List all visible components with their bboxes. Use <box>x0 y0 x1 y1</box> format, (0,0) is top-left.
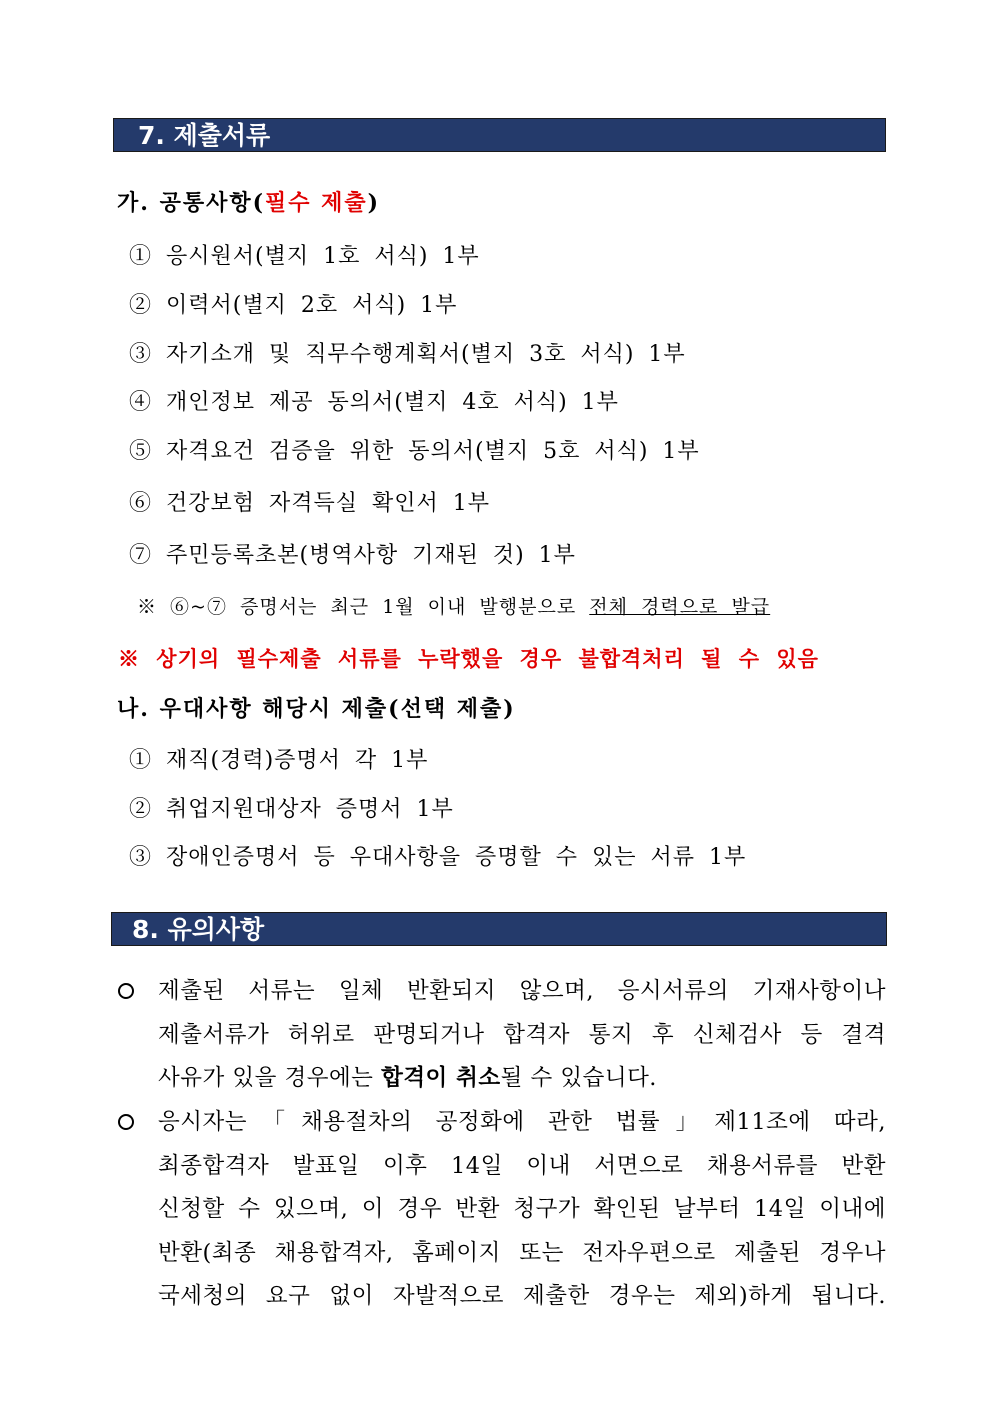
notice-2-line-5: 국세청의 요구 없이 자발적으로 제출한 경우는 제외)하게 됩니다. <box>158 1283 886 1309</box>
group-b-item-2: ② 취업지원대상자 증명서 1부 <box>129 797 454 822</box>
group-a-title <box>117 186 380 217</box>
group-b-title: 나. 우대사항 해당시 제출(선택 제출) <box>117 696 516 722</box>
section-7-title: 7. 제출서류 <box>138 121 271 150</box>
notice-1 <box>158 970 886 1101</box>
group-a-item-7: ⑦ 주민등록초본(병역사항 기재된 것) 1부 <box>129 543 576 568</box>
section-7-header <box>113 118 886 152</box>
notice-2 <box>158 1101 886 1319</box>
section-8-header <box>111 912 887 946</box>
group-b-item-3: ③ 장애인증명서 등 우대사항을 증명할 수 있는 서류 1부 <box>129 845 747 870</box>
group-a-item-6: ⑥ 건강보험 자격득실 확인서 1부 <box>129 491 490 516</box>
notice-2-bullet-icon <box>118 1114 134 1130</box>
group-a-prefix: 가. 공통사항( <box>117 190 265 216</box>
notice-1-line-2: 제출서류가 허위로 판명되거나 합격자 통지 후 신체검사 등 결격 <box>158 1021 886 1048</box>
group-a-suffix: ) <box>367 190 381 216</box>
notice-2-line-3: 신청할 수 있으며, 이 경우 반환 청구가 확인된 날부터 14일 이내에 <box>158 1196 886 1222</box>
notice-1-line-3-text: 사유가 있을 경우에는 <box>158 1065 382 1091</box>
group-a-note <box>137 592 770 619</box>
group-a-item-5: ⑤ 자격요건 검증을 위한 동의서(별지 5호 서식) 1부 <box>129 439 700 464</box>
notice-2-line-4: 반환(최종 채용합격자, 홈페이지 또는 전자우편으로 제출된 경우나 <box>158 1239 886 1266</box>
notice-1-cancel-emphasis: 합격이 취소 <box>381 1065 501 1091</box>
group-a-note-text: ※ ⑥~⑦ 증명서는 최근 1월 이내 발행분으로 <box>137 596 590 618</box>
group-a-item-1: ① 응시원서(별지 1호 서식) 1부 <box>129 244 480 269</box>
notice-1-line-3 <box>158 1057 886 1101</box>
notice-1-line-1: 제출된 서류는 일체 반환되지 않으며, 응시서류의 기재사항이나 <box>158 978 886 1004</box>
notice-1-line-3-end: 될 수 있습니다. <box>500 1065 657 1091</box>
notice-1-bullet-icon <box>118 983 134 999</box>
section-8-title: 8. 유의사항 <box>132 915 265 944</box>
notice-2-line-2: 최종합격자 발표일 이후 14일 이내 서면으로 채용서류를 반환 <box>158 1152 886 1179</box>
group-a-item-4: ④ 개인정보 제공 동의서(별지 4호 서식) 1부 <box>129 390 619 415</box>
group-b-item-1: ① 재직(경력)증명서 각 1부 <box>129 748 429 773</box>
group-a-note-underlined: 전체 경력으로 발급 <box>589 596 771 618</box>
group-a-required-label: 필수 제출 <box>265 190 368 216</box>
group-a-item-2: ② 이력서(별지 2호 서식) 1부 <box>129 293 458 318</box>
notice-2-line-1: 응시자는「채용절차의 공정화에 관한 법률」제11조에 따라, <box>158 1109 886 1135</box>
group-a-item-3: ③ 자기소개 및 직무수행계획서(별지 3호 서식) 1부 <box>129 342 686 367</box>
missing-documents-warning: ※ 상기의 필수제출 서류를 누락했을 경우 불합격처리 될 수 있음 <box>118 646 819 671</box>
